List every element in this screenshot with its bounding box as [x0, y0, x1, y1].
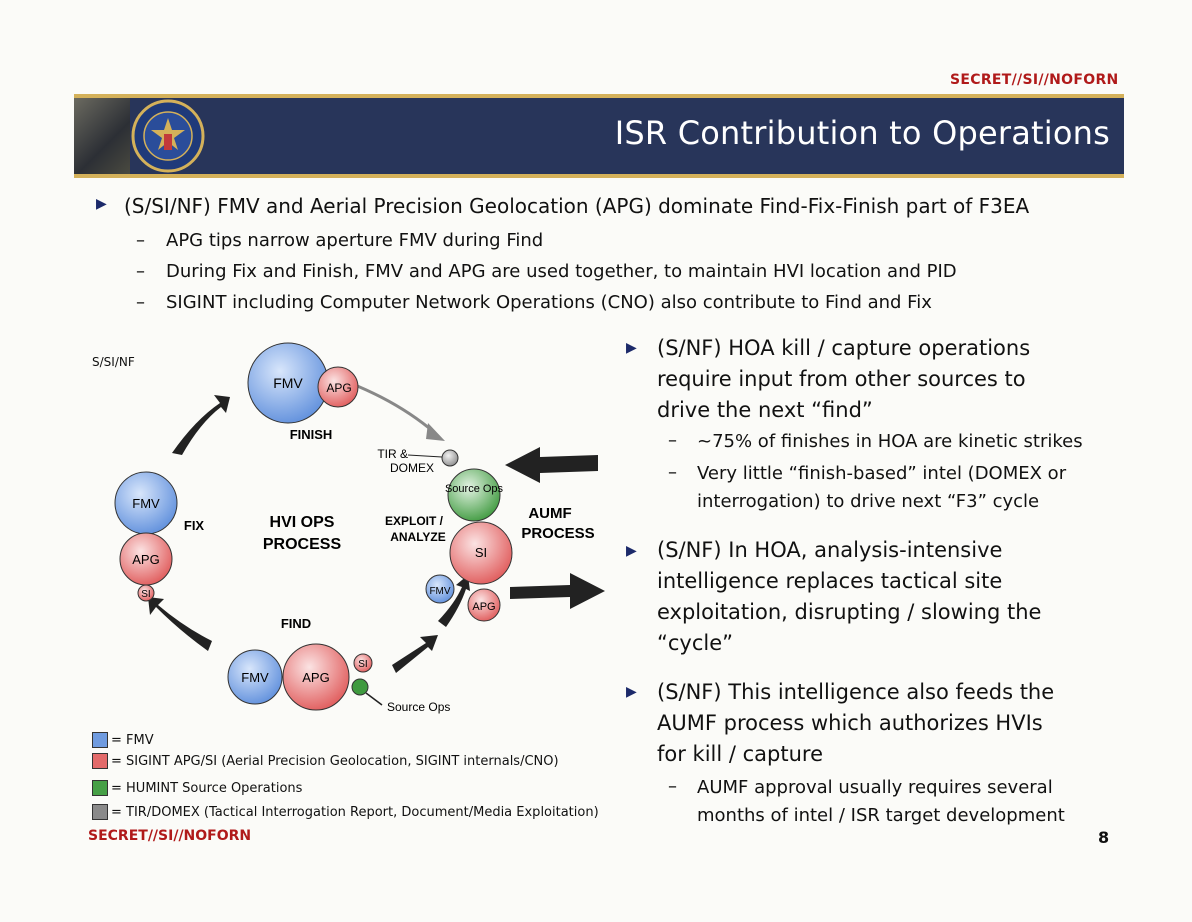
dash-marker: –	[668, 430, 677, 451]
title-banner	[74, 94, 1124, 178]
banner-gold-rule-top	[74, 94, 1124, 98]
legend-swatch	[92, 732, 108, 748]
right-bullet-text: (S/NF) This intelligence also feeds the AUMF process which authorizes HVIs for kill / capture	[657, 680, 1055, 766]
top-sub-bullet: APG tips narrow aperture FMV during Find	[166, 230, 544, 251]
banner-gold-rule-bottom	[74, 174, 1124, 178]
dash-marker: –	[136, 230, 145, 251]
legend-swatch	[92, 780, 108, 796]
banner-photo	[74, 98, 130, 174]
dash-marker: –	[136, 261, 145, 282]
aumf-label: AUMF	[528, 505, 572, 522]
legend-text: = TIR/DOMEX (Tactical Interrogation Report, Document/Media Exploitation)	[111, 804, 599, 820]
classification-header: SECRET//SI//NOFORN	[950, 72, 1119, 88]
legend-item	[92, 732, 154, 748]
page-number: 8	[1098, 828, 1110, 847]
bullet-arrow-icon: ▶	[96, 196, 107, 212]
right-bullet-text: (S/NF) In HOA, analysis-intensive intelligence replaces tactical site exploitation, disrupting / slowing the “cycle”	[657, 538, 1042, 655]
right-bullet-text: (S/NF) HOA kill / capture operations require input from other sources to drive the next “find”	[657, 336, 1031, 422]
bullet-arrow-icon: ▶	[626, 340, 637, 356]
tir-label: TIR &	[377, 447, 408, 461]
domex-label: DOMEX	[389, 461, 434, 475]
legend-text: = SIGINT APG/SI (Aerial Precision Geolocation, SIGINT internals/CNO)	[111, 753, 559, 769]
aumf-input-arrow-icon	[505, 447, 598, 483]
apg-label: APG	[302, 670, 330, 685]
legend-text: = FMV	[111, 732, 154, 748]
finish-label: FINISH	[289, 427, 333, 442]
dash-marker: –	[668, 462, 677, 483]
fmv-label: FMV	[241, 670, 269, 685]
source-ops-label: Source Ops	[387, 700, 451, 714]
legend-item	[92, 753, 559, 769]
top-sub-bullet: During Fix and Finish, FMV and APG are used together, to maintain HVI location and PID	[166, 261, 957, 282]
dash-marker: –	[136, 292, 145, 313]
apg-label: APG	[472, 601, 496, 613]
page-title: ISR Contribution to Operations	[614, 114, 1110, 152]
aumf-output-arrow-icon	[510, 573, 605, 609]
fix-label: FIX	[183, 518, 205, 533]
hvi-process-label: PROCESS	[262, 536, 342, 553]
find-label: FIND	[280, 616, 312, 631]
fmv-label: FMV	[132, 496, 160, 511]
legend-text: = HUMINT Source Operations	[111, 780, 303, 796]
top-bullet-text: (S/SI/NF) FMV and Aerial Precision Geolocation (APG) dominate Find-Fix-Finish part of F3EA	[124, 194, 1030, 218]
legend-item	[92, 780, 302, 796]
portion-mark: S/SI/NF	[92, 355, 135, 369]
apg-label: APG	[132, 552, 160, 567]
fmv-label: FMV	[429, 586, 451, 597]
right-sub-bullet: AUMF approval usually requires several months of intel / ISR target development	[697, 777, 1065, 826]
apg-label: APG	[326, 381, 352, 395]
si-label: SI	[474, 545, 488, 560]
si-label: SI	[358, 659, 368, 670]
tir-feed-arrow-icon	[350, 383, 435, 433]
bullet-arrow-icon: ▶	[626, 684, 637, 700]
legend-item	[92, 804, 599, 820]
classification-footer: SECRET//SI//NOFORN	[88, 828, 252, 844]
bullet-arrow-icon: ▶	[626, 543, 637, 559]
dash-marker: –	[668, 776, 677, 797]
hvi-ops-label: HVI OPS	[269, 514, 335, 531]
right-sub-bullet: Very little “finish-based” intel (DOMEX or interrogation) to drive next “F3” cycle	[697, 463, 1067, 512]
fmv-label: FMV	[273, 375, 303, 391]
right-sub-bullet: ~75% of finishes in HOA are kinetic strikes	[697, 431, 1083, 452]
legend-swatch	[92, 753, 108, 769]
cycle-arrow-icon	[148, 597, 212, 651]
si-label: SI	[141, 589, 151, 600]
cycle-arrow-icon	[392, 635, 438, 673]
aumf-process-label: PROCESS	[521, 525, 595, 542]
agency-seal-icon	[128, 98, 208, 174]
legend-swatch	[92, 804, 108, 820]
source-ops-circle-label: Source Ops	[444, 483, 504, 495]
exploit-label: EXPLOIT /	[384, 514, 444, 528]
analyze-label: ANALYZE	[390, 530, 446, 544]
top-sub-bullet: SIGINT including Computer Network Operations (CNO) also contribute to Find and Fix	[166, 292, 932, 313]
hvi-ops-cycle-diagram	[100, 335, 620, 725]
cycle-arrow-icon	[172, 395, 230, 455]
